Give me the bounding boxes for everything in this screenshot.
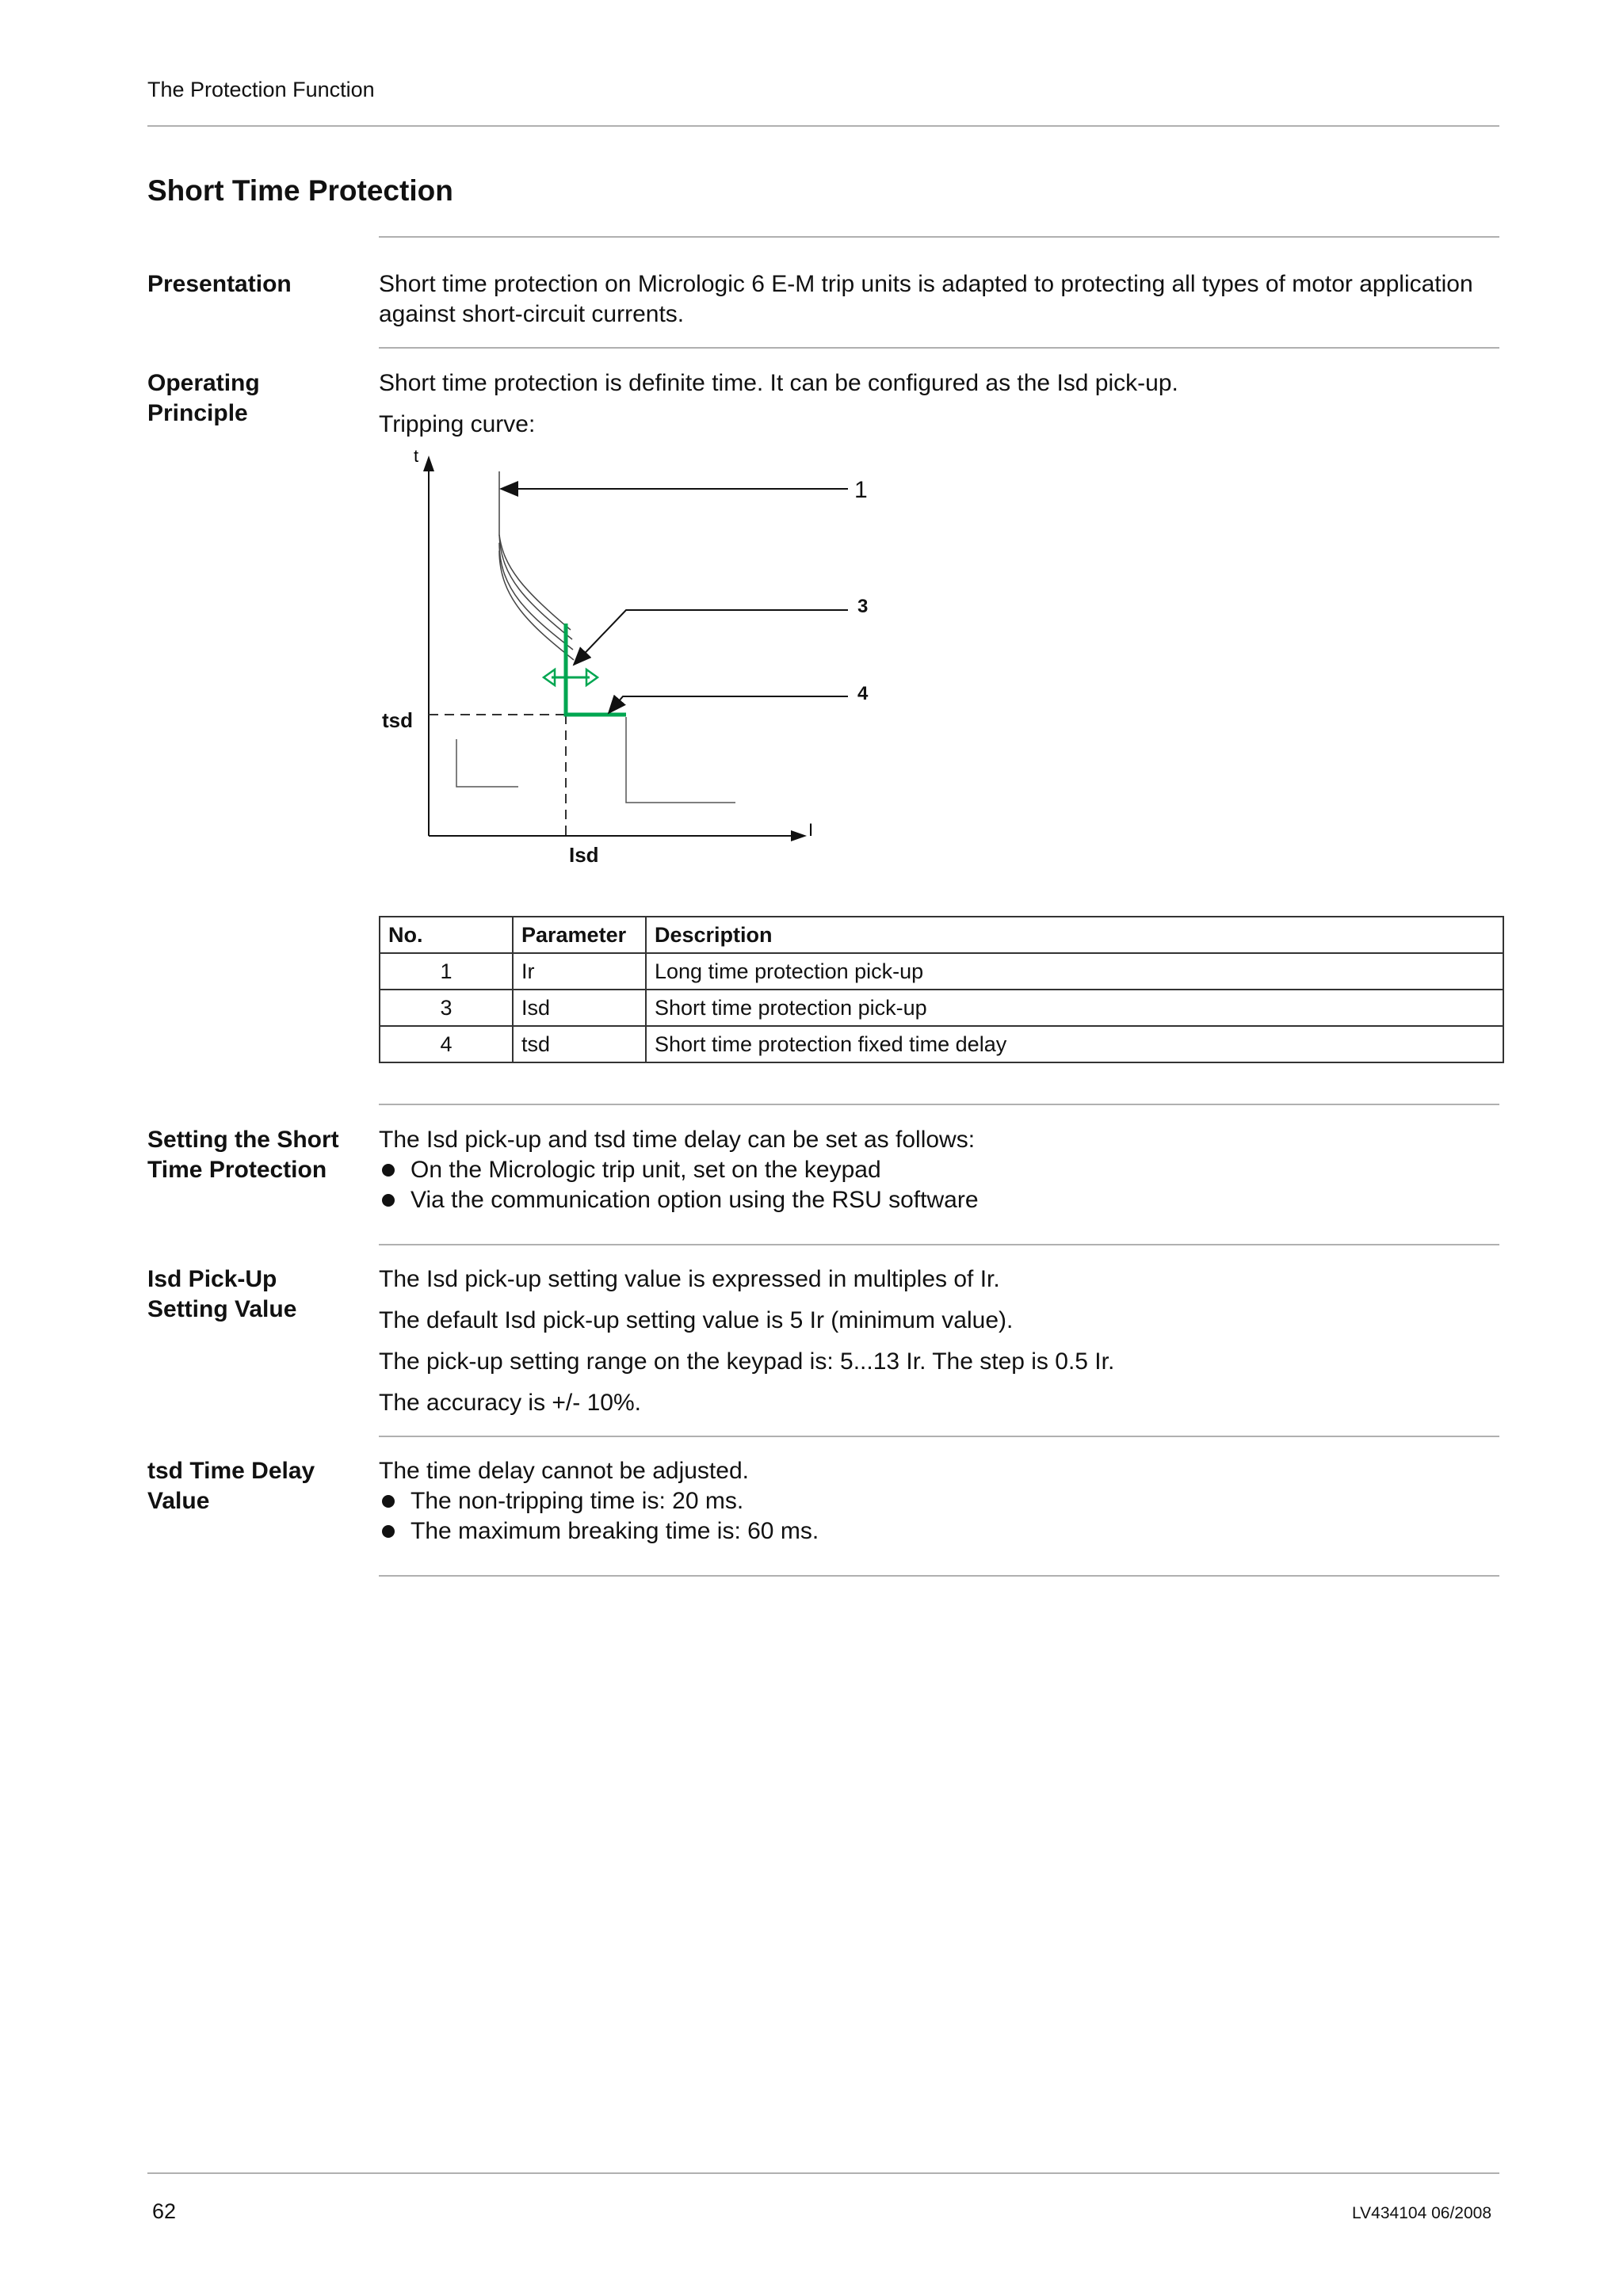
- section-rule: [379, 1575, 1499, 1577]
- table-header-no: No.: [380, 917, 513, 953]
- tsd-delay-label: tsd Time Delay Value: [147, 1458, 315, 1514]
- isd-pickup-line: The accuracy is +/- 10%.: [379, 1390, 641, 1416]
- table-cell-parameter: Ir: [513, 953, 646, 990]
- tsd-delay-bullet-list: [379, 1486, 1504, 1547]
- table-cell-no: 3: [380, 990, 513, 1026]
- tripping-curve-diagram: [372, 440, 848, 868]
- presentation-text: Short time protection on Micrologic 6 E-M trip units is adapted to protecting all types of motor application against short-circuit currents.: [379, 271, 1473, 327]
- callout-1-label: 1: [854, 477, 868, 503]
- table-row: [380, 953, 1503, 990]
- footer-rule: [147, 2172, 1499, 2174]
- tsd-label: tsd: [382, 708, 413, 732]
- callout-3-label: 3: [857, 596, 869, 617]
- instantaneous-curve-left: [456, 739, 518, 787]
- section-rule: [379, 1244, 1499, 1245]
- t-axis-label: t: [414, 446, 419, 466]
- short-time-curve: [566, 624, 626, 715]
- table-cell-description: Long time protection pick-up: [646, 953, 1503, 990]
- table-cell-parameter: Isd: [513, 990, 646, 1026]
- callout-4-leader: [609, 696, 848, 713]
- table-row: [380, 990, 1503, 1026]
- isd-pickup-line: The Isd pick-up setting value is expressed in multiples of Ir.: [379, 1266, 1000, 1292]
- section-rule: [379, 1436, 1499, 1437]
- page-title: Short Time Protection: [147, 174, 453, 207]
- table-cell-description: Short time protection fixed time delay: [646, 1026, 1503, 1062]
- isd-pickup-text: [379, 1264, 1504, 1429]
- section-rule: [379, 1104, 1499, 1105]
- document-reference: LV434104 06/2008: [1352, 2204, 1491, 2222]
- table-row: [380, 1026, 1503, 1062]
- list-item: On the Micrologic trip unit, set on the keypad: [379, 1155, 1504, 1185]
- section-rule: [379, 236, 1499, 238]
- i-axis-label: I: [808, 820, 814, 840]
- tsd-delay-text: [379, 1456, 1504, 1547]
- section-rule: [379, 347, 1499, 349]
- table-header-parameter: Parameter: [513, 917, 646, 953]
- long-time-curve: [499, 543, 573, 650]
- operating-text-2: Tripping curve:: [379, 411, 536, 437]
- table-header-row: [380, 917, 1503, 953]
- isd-pickup-line: The default Isd pick-up setting value is 5 Ir (minimum value).: [379, 1307, 1014, 1333]
- table-cell-no: 1: [380, 953, 513, 990]
- operating-text-1: Short time protection is definite time. It can be configured as the Isd pick-up.: [379, 370, 1178, 396]
- i-axis-arrow-icon: [791, 830, 807, 841]
- table-cell-no: 4: [380, 1026, 513, 1062]
- isd-label: Isd: [569, 843, 599, 867]
- operating-text: [379, 368, 1504, 451]
- running-header: The Protection Function: [147, 78, 375, 101]
- setting-label: Setting the Short Time Protection: [147, 1127, 339, 1183]
- isd-pickup-label: Isd Pick-Up Setting Value: [147, 1266, 297, 1322]
- callout-4-label: 4: [857, 683, 869, 704]
- callout-3-leader: [574, 610, 848, 665]
- setting-text: [379, 1125, 1504, 1215]
- table-header-description: Description: [646, 917, 1503, 953]
- setting-bullet-list: [379, 1155, 1504, 1215]
- operating-label: Operating Principle: [147, 370, 260, 426]
- presentation-label: Presentation: [147, 271, 292, 297]
- t-axis-arrow-icon: [423, 456, 434, 471]
- isd-pickup-line: The pick-up setting range on the keypad is: 5...13 Ir. The step is 0.5 Ir.: [379, 1348, 1115, 1375]
- page-number: 62: [152, 2199, 177, 2223]
- instantaneous-curve-right: [626, 717, 735, 803]
- parameter-table: [379, 916, 1504, 1063]
- setting-intro: The Isd pick-up and tsd time delay can be set as follows:: [379, 1127, 976, 1153]
- list-item: The non-tripping time is: 20 ms.: [379, 1486, 1504, 1516]
- list-item: The maximum breaking time is: 60 ms.: [379, 1516, 1504, 1547]
- adjust-double-arrow-icon: [544, 669, 598, 685]
- table-cell-description: Short time protection pick-up: [646, 990, 1503, 1026]
- list-item: Via the communication option using the RSU software: [379, 1185, 1504, 1215]
- header-rule: [147, 125, 1499, 127]
- tsd-delay-intro: The time delay cannot be adjusted.: [379, 1458, 749, 1484]
- table-cell-parameter: tsd: [513, 1026, 646, 1062]
